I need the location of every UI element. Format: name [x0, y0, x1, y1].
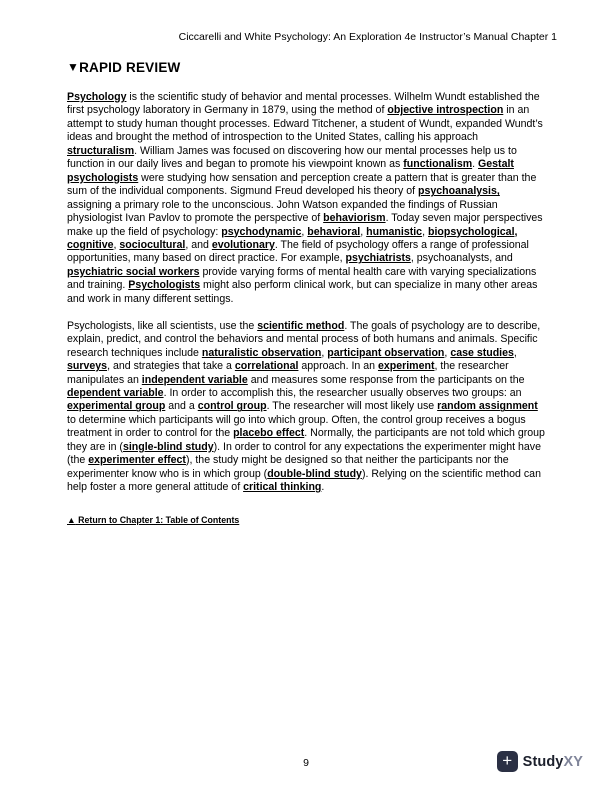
text-run: approach. In an — [298, 360, 378, 373]
text-run: . Normally, the participants are not told which group they are in ( — [67, 427, 545, 453]
plus-icon — [497, 751, 518, 772]
key-term: objective introspection — [387, 104, 504, 117]
key-term: evolutionary — [211, 238, 275, 251]
text-run: , the researcher manipulates an — [67, 360, 509, 386]
key-term: experimental group — [67, 400, 166, 413]
text-run: ). In order to control for any expectations the experimenter might have (the — [67, 440, 541, 467]
key-term: naturalistic observation — [201, 346, 322, 359]
key-term: independent variable — [141, 373, 248, 386]
logo-text — [523, 754, 583, 770]
key-term: biopsychological, — [427, 225, 518, 238]
text-run: , — [444, 346, 451, 359]
key-term: humanistic — [366, 225, 423, 238]
triangle-down-icon: ▼ — [67, 60, 80, 74]
key-term: participant observation — [327, 346, 445, 359]
text-run: to determine which participants will go into which group. Often, the control group receives a bogus treatment in order to control for the — [67, 413, 526, 440]
text-run: . In order to accomplish this, the researcher usually observes two groups: an — [163, 387, 522, 400]
plus-glyph: + — [502, 751, 513, 770]
key-term: control group — [197, 400, 267, 413]
text-run: is the scientific study of behavior and mental processes. Wilhelm Wundt established the first psychology laboratory in Germany in 1879, using the method of — [67, 91, 540, 117]
key-term: case studies — [450, 346, 514, 359]
text-run: , — [422, 225, 428, 238]
text-run: . The goals of psychology are to describe, explain, predict, and control the behaviors and mental process of both humans and animals. Specific research techniques include — [67, 319, 541, 359]
text-run: , — [360, 225, 367, 238]
key-term: sociocultural — [119, 238, 186, 251]
section-heading — [67, 60, 546, 75]
key-term: random assignment — [437, 400, 538, 413]
text-run: and a — [165, 400, 198, 413]
key-term: psychiatrists — [345, 252, 411, 265]
key-term: scientific method — [257, 319, 345, 332]
key-term: behaviorism — [323, 212, 386, 225]
key-term: cognitive — [67, 238, 114, 251]
triangle-up-icon: ▲ — [67, 515, 76, 526]
key-term: dependent variable — [67, 387, 164, 400]
key-term: double-blind study — [267, 467, 362, 480]
text-run: ), the study might be designed so that neither the participants nor the experimenter know who is in which group ( — [67, 454, 509, 480]
text-run: , — [321, 346, 328, 359]
text-run: , — [513, 346, 517, 359]
key-term: psychiatric social workers — [67, 265, 200, 278]
key-term: surveys — [67, 360, 108, 373]
text-run: . The field of psychology offers a range of professional opportunities, many based on direct practice. For example, — [67, 238, 529, 265]
text-run: , psychoanalysts, and — [410, 252, 513, 265]
text-run: , and strategies that take a — [107, 360, 235, 373]
key-term: single-blind study — [122, 440, 214, 453]
text-run: , and — [185, 238, 212, 251]
key-term: structuralism — [67, 144, 135, 157]
text-run: were studying how sensation and perception create a pattern that is greater than the sum of the individual components. Sigmund Freud developed his theory of — [67, 171, 537, 198]
text-run: , — [113, 238, 120, 251]
key-term: psychodynamic — [221, 225, 302, 238]
page-content — [67, 60, 546, 528]
paragraph-scientific-method — [67, 320, 546, 495]
text-run: Psychologists, like all scientists, use the — [67, 319, 258, 332]
key-term: behavioral — [307, 225, 361, 238]
text-run: . — [472, 158, 479, 171]
text-run: ). Relying on the scientific method can help foster a more general attitude of — [67, 467, 541, 494]
key-term: functionalism — [403, 158, 473, 171]
text-run: . — [321, 481, 325, 494]
section-heading-label: RAPID REVIEW — [79, 60, 181, 75]
key-term: Psychologists — [128, 279, 201, 292]
key-term: Psychology — [67, 91, 127, 103]
logo-text-study: Study — [522, 753, 564, 770]
key-term: experiment — [377, 360, 435, 373]
page-number: 9 — [303, 757, 309, 769]
text-run: provide varying forms of mental health care with varying specializations and training. — [67, 265, 537, 292]
logo-text-xy: XY — [563, 753, 583, 770]
key-term: Gestalt psychologists — [67, 158, 514, 184]
key-term: critical thinking — [243, 481, 322, 494]
text-run: in an attempt to study human thought processes. Edward Titchener, a student of Wundt, expanded Wundt’s ideas and brought the method of introspection to the United States, calling his approach — [67, 104, 543, 144]
text-run: and measures some response from the participants on the — [247, 373, 525, 386]
text-run: , — [301, 225, 308, 238]
text-run: . The researcher will most likely use — [266, 400, 438, 413]
running-header: Ciccarelli and White Psychology: An Exploration 4e Instructor’s Manual Chapter 1 — [178, 31, 557, 43]
key-term: correlational — [234, 360, 299, 373]
paragraph-history-of-psychology — [67, 91, 546, 306]
return-link-label: Return to Chapter 1: Table of Contents — [75, 515, 240, 526]
return-to-toc-link[interactable] — [67, 515, 239, 526]
text-run: . Today seven major perspectives make up the field of psychology: — [67, 212, 543, 238]
key-term: experimenter effect — [88, 454, 186, 467]
text-run: assigning a primary role to the unconscious. John Watson expanded the findings of Russian physiologist Ivan Pavlov to promote the perspective of — [67, 198, 498, 225]
text-run: . William James was focused on discovering how our mental processes help us to function in our daily lives and began to promote his viewpoint known as — [67, 144, 517, 171]
text-run: might also perform clinical work, but can specialize in many other areas and work in many different settings. — [67, 279, 538, 305]
key-term: placebo effect — [233, 427, 305, 440]
studyxy-logo — [497, 751, 583, 772]
key-term: psychoanalysis, — [417, 185, 500, 198]
